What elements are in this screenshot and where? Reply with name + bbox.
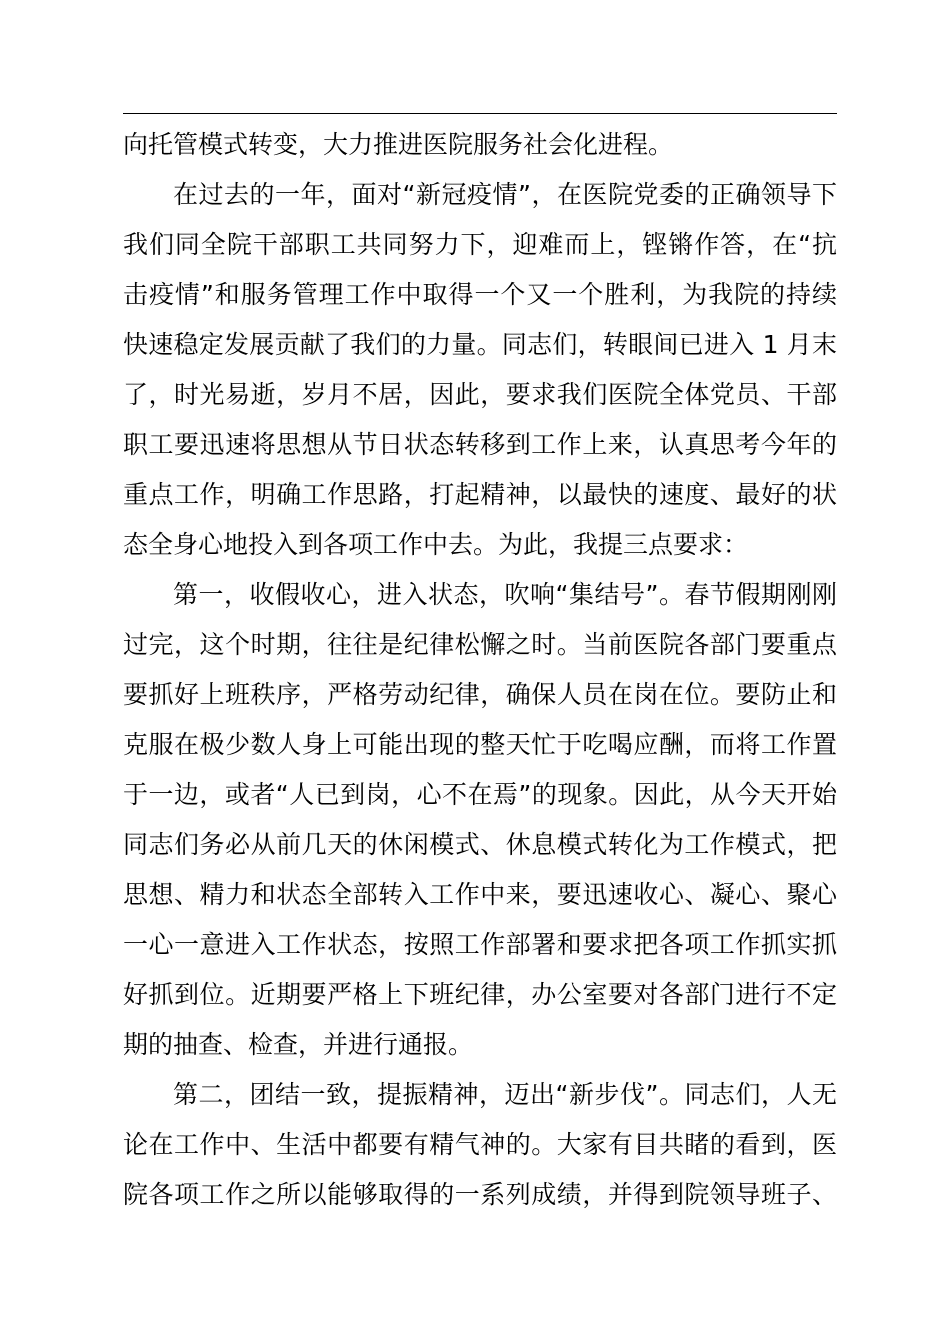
text-line: 快速稳定发展贡献了我们的力量。同志们，转眼间已进入 1 月末 — [123, 330, 837, 359]
text-line: 思想、精力和状态全部转入工作中来，要迅速收心、凝心、聚心 — [123, 880, 837, 909]
text-line: 期的抽查、检查，并进行通报。 — [123, 1030, 474, 1059]
text-line: 论在工作中、生活中都要有精气神的。大家有目共睹的看到，医 — [123, 1130, 837, 1159]
text-line: 了，时光易逝，岁月不居，因此，要求我们医院全体党员、干部 — [123, 380, 837, 409]
text-line: 职工要迅速将思想从节日状态转移到工作上来，认真思考今年的 — [123, 430, 837, 459]
text-line: 重点工作，明确工作思路，打起精神，以最快的速度、最好的状 — [123, 480, 837, 509]
text-line: 过完，这个时期，往往是纪律松懈之时。当前医院各部门要重点 — [123, 630, 837, 659]
text-line: 一心一意进入工作状态，按照工作部署和要求把各项工作抓实抓 — [123, 930, 837, 959]
text-line: 第一，收假收心，进入状态，吹响“集结号”。春节假期刚刚 — [173, 580, 837, 609]
text-line: 同志们务必从前几天的休闲模式、休息模式转化为工作模式，把 — [123, 830, 837, 859]
text-line: 于一边，或者“人已到岗，心不在焉”的现象。因此，从今天开始 — [123, 780, 837, 809]
text-line: 院各项工作之所以能够取得的一系列成绩，并得到院领导班子、 — [123, 1180, 837, 1209]
text-line: 克服在极少数人身上可能出现的整天忙于吃喝应酬，而将工作置 — [123, 730, 837, 759]
text-line: 在过去的一年，面对“新冠疫情”，在医院党委的正确领导下 — [173, 180, 837, 209]
text-line: 第二，团结一致，提振精神，迈出“新步伐”。同志们，人无 — [173, 1080, 837, 1109]
text-line: 我们同全院干部职工共同努力下，迎难而上，铿锵作答，在“抗 — [123, 230, 837, 259]
text-line: 好抓到位。近期要严格上下班纪律，办公室要对各部门进行不定 — [123, 980, 837, 1009]
header-rule — [123, 113, 837, 114]
text-line: 要抓好上班秩序，严格劳动纪律，确保人员在岗在位。要防止和 — [123, 680, 837, 709]
text-line: 向托管模式转变，大力推进医院服务社会化进程。 — [123, 130, 674, 159]
text-line: 态全身心地投入到各项工作中去。为此，我提三点要求： — [123, 530, 749, 559]
text-line: 击疫情”和服务管理工作中取得一个又一个胜利，为我院的持续 — [123, 280, 837, 309]
